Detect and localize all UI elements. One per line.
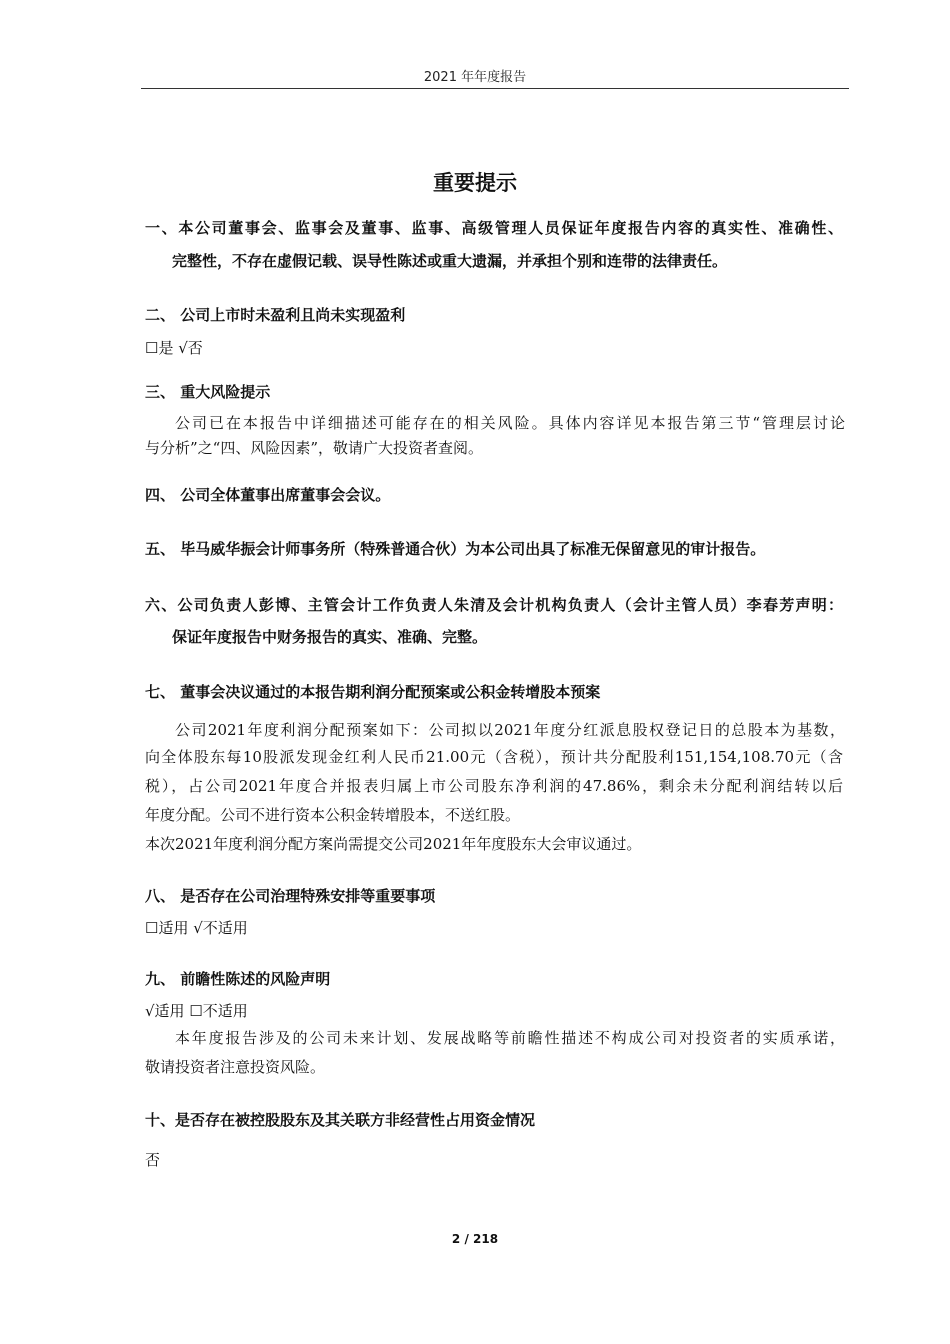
section-2-options: ☐是 √否 <box>145 339 203 357</box>
section-7-paragraph-line-3: 税），占公司2021年度合并报表归属上市公司股东净利润的47.86%，剩余未分配利润结转以后 <box>145 777 843 795</box>
section-6-line-1: 六、公司负责人彭博、主管会计工作负责人朱清及会计机构负责人（会计主管人员）李春芳声明： <box>145 596 843 614</box>
section-3-heading: 三、 重大风险提示 <box>145 383 271 401</box>
section-9-options: √适用 ☐不适用 <box>145 1002 248 1020</box>
section-8-options: ☐适用 √不适用 <box>145 919 248 937</box>
section-1-line-1: 一、本公司董事会、监事会及董事、监事、高级管理人员保证年度报告内容的真实性、准确性、 <box>145 219 843 237</box>
section-9-heading: 九、 前瞻性陈述的风险声明 <box>145 970 331 988</box>
section-10-heading: 十、是否存在被控股股东及其关联方非经营性占用资金情况 <box>145 1111 536 1129</box>
section-2-heading: 二、 公司上市时未盈利且尚未实现盈利 <box>145 306 406 324</box>
section-7-paragraph-line-5: 本次2021年度利润分配方案尚需提交公司2021年年度股东大会审议通过。 <box>145 835 642 853</box>
section-4-heading: 四、 公司全体董事出席董事会会议。 <box>145 486 391 504</box>
section-5-heading: 五、 毕马威华振会计师事务所（特殊普通合伙）为本公司出具了标准无保留意见的审计报告。 <box>145 540 766 558</box>
section-9-paragraph-line-1: 本年度报告涉及的公司未来计划、发展战略等前瞻性描述不构成公司对投资者的实质承诺， <box>175 1029 845 1047</box>
section-6-line-2: 保证年度报告中财务报告的真实、准确、完整。 <box>172 628 488 646</box>
section-3-paragraph-line-1: 公司已在本报告中详细描述可能存在的相关风险。具体内容详见本报告第三节“管理层讨论 <box>175 414 845 432</box>
header-title: 2021 年年度报告 <box>423 70 527 85</box>
section-9-paragraph-line-2: 敬请投资者注意投资风险。 <box>145 1058 326 1076</box>
header-rule <box>141 88 849 89</box>
section-7-paragraph-line-2: 向全体股东每10股派发现金红利人民币21.00元（含税），预计共分配股利151,154,108.70元（含 <box>145 748 843 766</box>
section-7-heading: 七、 董事会决议通过的本报告期利润分配预案或公积金转增股本预案 <box>145 683 601 701</box>
section-1-line-2: 完整性，不存在虚假记载、误导性陈述或重大遗漏，并承担个别和连带的法律责任。 <box>172 252 728 270</box>
page-title: 重要提示 <box>433 171 517 195</box>
section-10-answer: 否 <box>145 1151 161 1169</box>
page-number: 2 / 218 <box>451 1232 499 1246</box>
section-7-paragraph-line-4: 年度分配。公司不进行资本公积金转增股本，不送红股。 <box>145 806 521 824</box>
section-7-paragraph-line-1: 公司2021年度利润分配预案如下：公司拟以2021年度分红派息股权登记日的总股本为基数， <box>175 721 845 739</box>
section-3-paragraph-line-2: 与分析”之“四、风险因素”，敬请广大投资者查阅。 <box>145 439 484 457</box>
section-8-heading: 八、 是否存在公司治理特殊安排等重要事项 <box>145 887 436 905</box>
